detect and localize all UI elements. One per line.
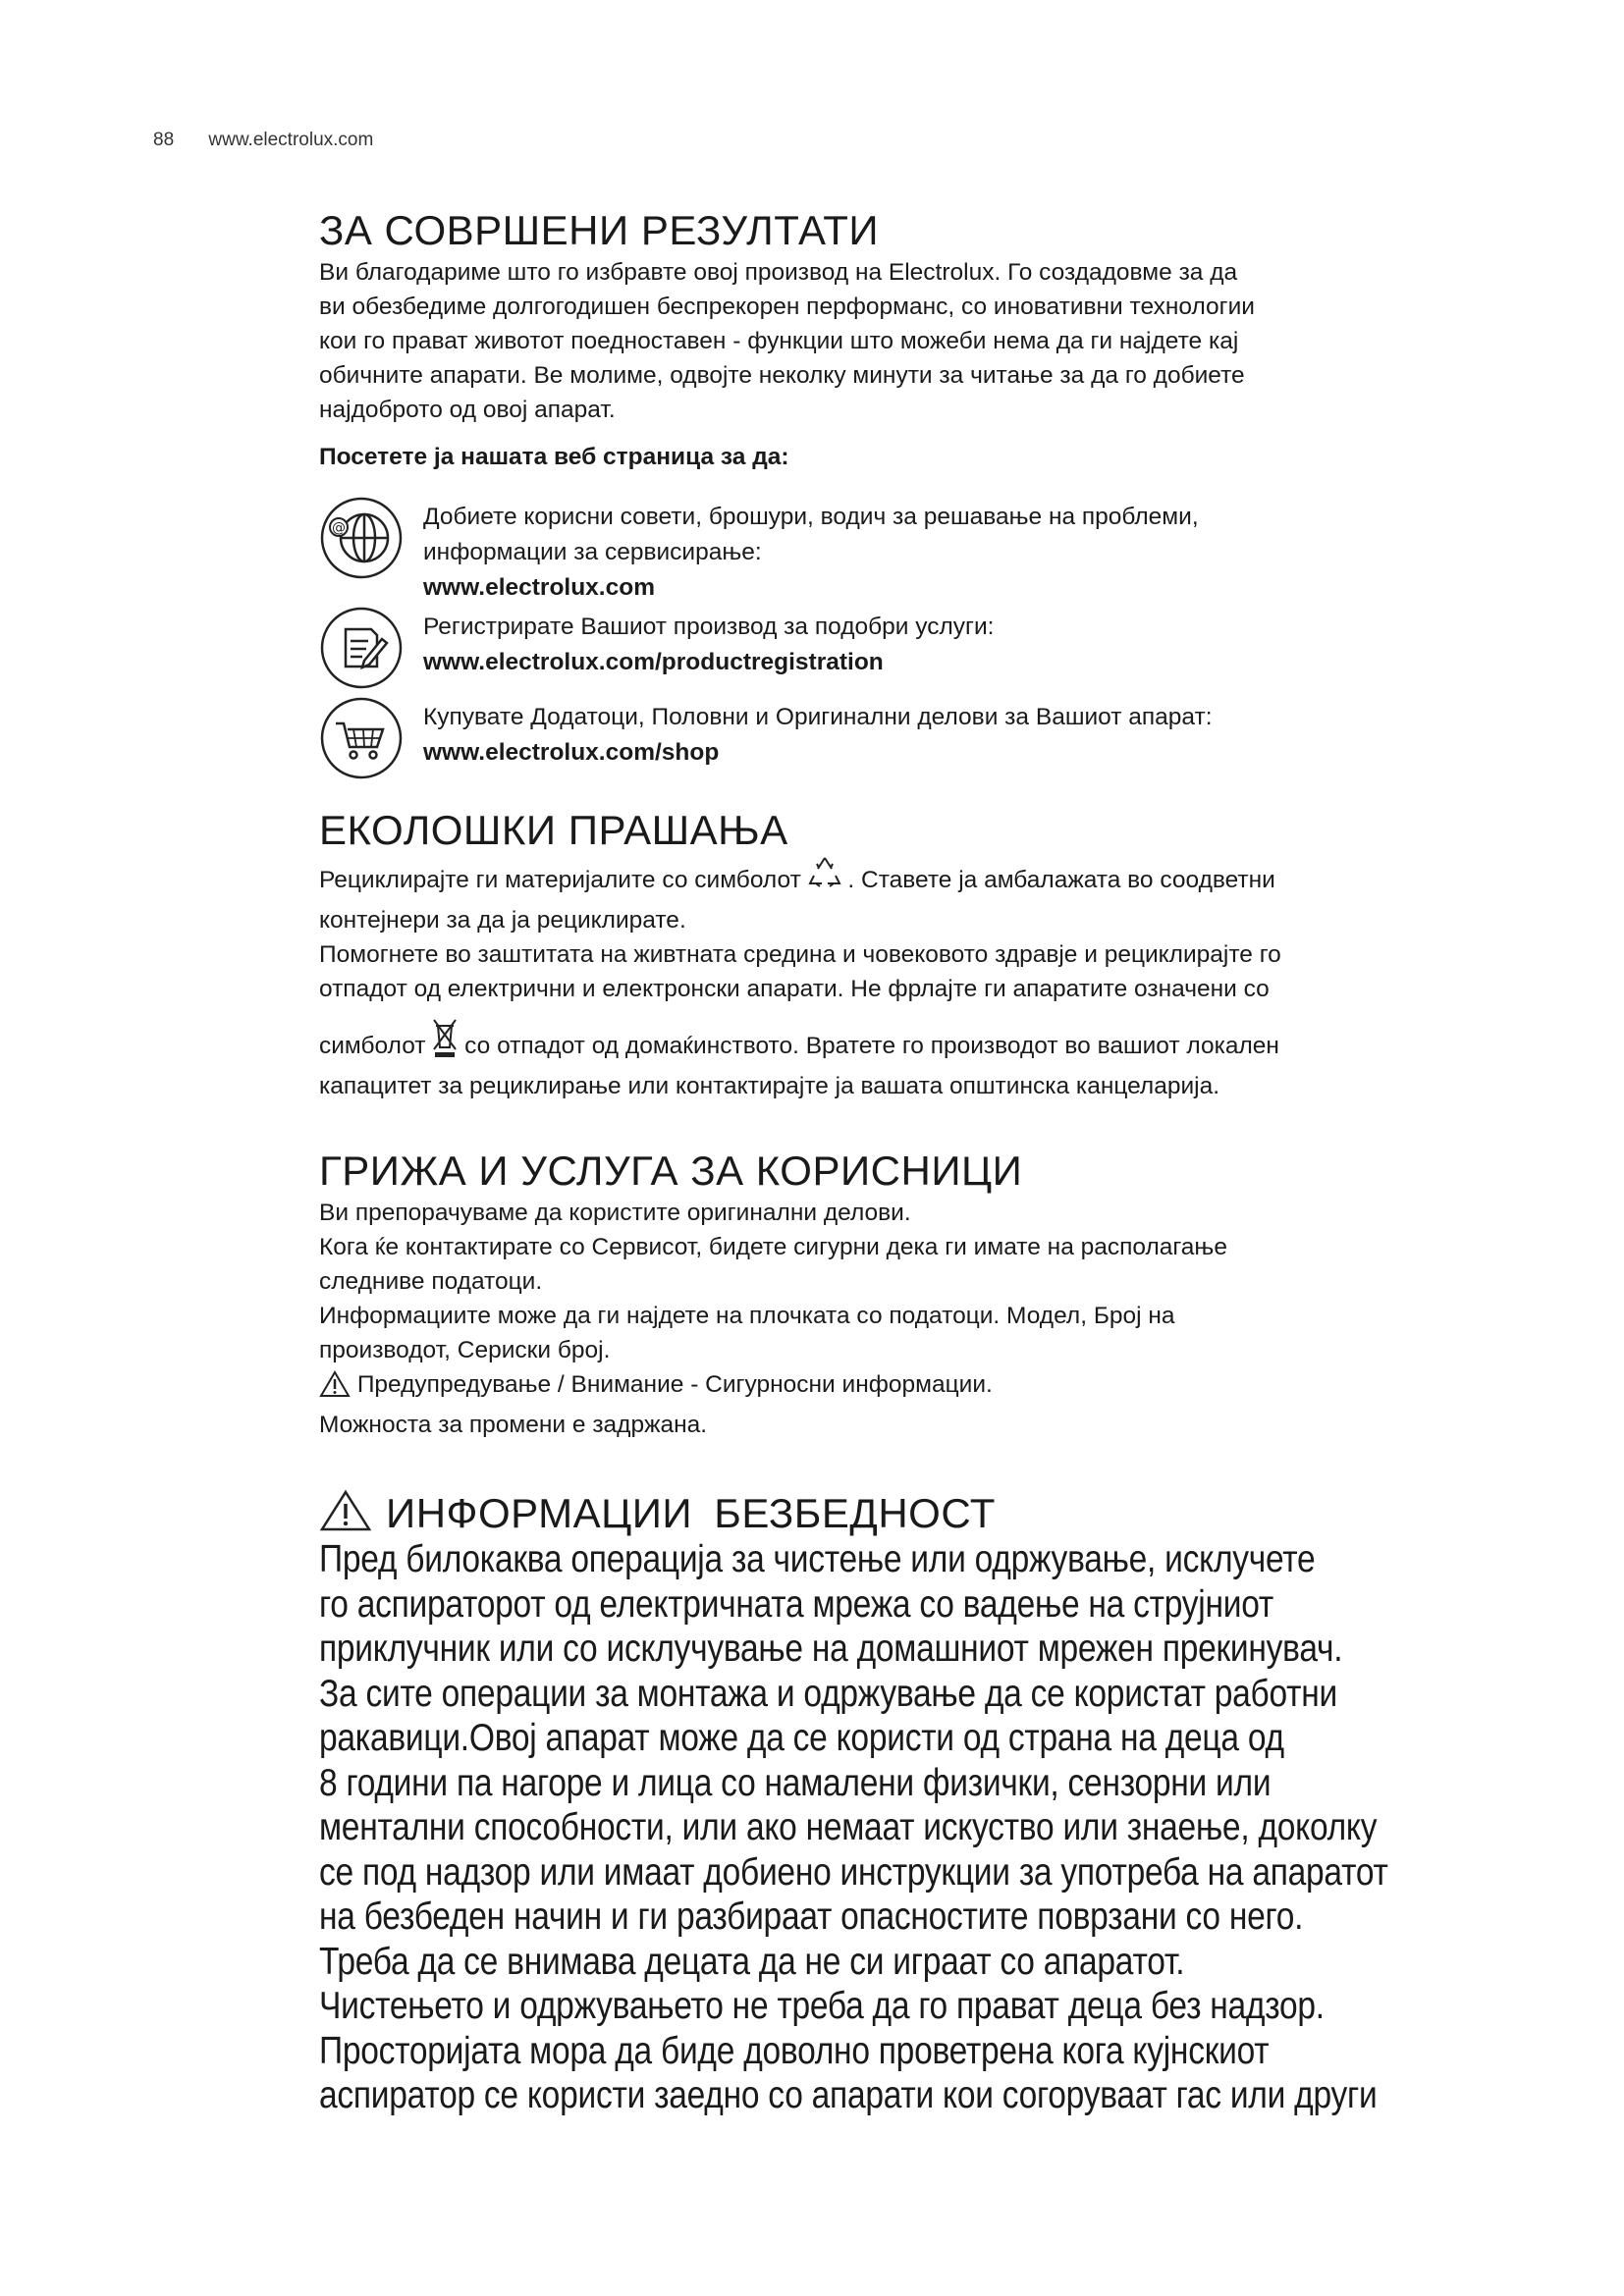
care-line: Кога ќе контактирате со Сервисот, бидете сигурни дека ги имате на располагање	[319, 1233, 1227, 1260]
environment-line: капацитет за рециклирање или контактирајте ја вашата општинска канцеларија.	[319, 1073, 1220, 1100]
shopping-cart-icon	[319, 696, 404, 780]
intro-line: Ви благодариме што го избравте овој производ на Electrolux. Го создадовме за да	[319, 258, 1238, 286]
safety-line: на безбеден начин и ги разбираат опасностите поврзани со него.	[319, 1896, 1304, 1939]
page-number: 88	[153, 130, 175, 150]
care-line: Информациите може да ги најдете на плочката со податоци. Модел, Број на	[319, 1302, 1175, 1329]
website-item-line: Добиете корисни совети, брошури, водич за решавање на проблеми,	[423, 503, 1199, 530]
safety-warning-icon	[319, 1489, 372, 1537]
safety-line: За сите операции за монтажа и одржување да се користат работни	[319, 1672, 1337, 1715]
product-registration-link[interactable]: www.electrolux.com/productregistration	[423, 648, 884, 675]
intro-line: кои го прават животот поедноставен - функции што можеби нема да ги најдете кај	[319, 327, 1239, 354]
safety-line: ментални способности, или ако немаат искуство или знаење, доколку	[319, 1806, 1378, 1849]
website-item	[319, 496, 1556, 606]
environment-text: симболот	[319, 1033, 426, 1060]
register-item-text	[423, 606, 994, 680]
care-paragraph	[319, 1196, 1556, 1442]
care-warning-text: Предупредување / Внимание - Сигурносни информации.	[356, 1370, 993, 1398]
safety-line: Треба да се внимава децата да не си играат со апаратот.	[319, 1940, 1185, 1983]
environment-line	[319, 854, 1556, 903]
shop-item-text	[423, 696, 1213, 771]
safety-line: Чистењето и одржувањето не треба да го прават деца без надзор.	[319, 1985, 1325, 2028]
safety-line: ракавици.Овој апарат може да се користи од страна на деца од	[319, 1717, 1284, 1760]
safety-line: приклучник или со исклучување на домашниот мрежен прекинувач.	[319, 1628, 1343, 1671]
environment-line: контејнери за да ја рециклирате.	[319, 907, 686, 934]
safety-paragraph	[319, 1537, 1501, 2118]
safety-line: го аспираторот од електричната мрежа со вадење на струјниот	[319, 1582, 1273, 1626]
section-title-perfect-results: ЗА СОВРШЕНИ РЕЗУЛТАТИ	[319, 207, 880, 253]
section-title-safety: ИНФОРМАЦИИ БЕЗБЕДНОСТ	[386, 1489, 996, 1536]
shop-link[interactable]: www.electrolux.com/shop	[423, 738, 720, 766]
environment-paragraph	[319, 854, 1556, 1103]
safety-line: Пред билокаква операција за чистење или одржување, исклучете	[319, 1538, 1316, 1581]
environment-text: . Ставете ја амбалажата во соодветни	[847, 867, 1275, 894]
intro-paragraph	[319, 255, 1556, 427]
environment-text: Рециклирајте ги материјалите со симболот	[319, 867, 801, 894]
page-content	[319, 206, 1556, 2118]
safety-line: аспиратор се користи заедно со апарати кои согоруваат гас или други	[319, 2074, 1378, 2117]
care-warning-line	[319, 1367, 1556, 1408]
care-line: следниве податоци.	[319, 1267, 543, 1295]
shop-item-line: Купувате Додатоци, Половни и Оригинални делови за Вашиот апарат:	[423, 703, 1213, 730]
safety-line: се под надзор или имаат добиено инструкции за употреба на апаратот	[319, 1850, 1388, 1894]
warning-icon	[319, 1370, 351, 1408]
register-item	[319, 606, 1556, 690]
website-url: www.electrolux.com	[208, 130, 374, 150]
website-item-line: информации за сервисирање:	[423, 538, 762, 565]
svg-text:@: @	[332, 519, 346, 536]
website-link[interactable]: www.electrolux.com	[423, 573, 655, 601]
environment-line: Помогнете во заштитата на живтната средина и човековото здравје и рециклирајте го	[319, 941, 1281, 969]
care-line: Можноста за промени е задржана.	[319, 1411, 708, 1438]
environment-text: со отпадот од домаќинството. Вратете го производот во вашиот локален	[464, 1033, 1279, 1060]
visit-heading: Посетете ја нашата веб страница за да:	[319, 443, 789, 470]
care-line: Ви препорачуваме да користите оригинални делови.	[319, 1199, 911, 1226]
register-document-icon	[319, 606, 404, 690]
globe-at-icon	[319, 496, 404, 580]
shop-item	[319, 696, 1556, 780]
safety-line: Просторијата мора да биде доволно проветрена кога кујнскиот	[319, 2029, 1270, 2072]
website-item-text	[423, 496, 1199, 606]
intro-line: најдоброто од овој апарат.	[319, 396, 616, 423]
care-line: производот, Сериски број.	[319, 1336, 611, 1363]
section-title-customer-care: ГРИЖА И УСЛУГА ЗА КОРИСНИЦИ	[319, 1148, 1023, 1195]
intro-line: ви обезбедиме долгогодишен беспрекорен перформанс, со иновативни технологии	[319, 293, 1255, 320]
page-header	[153, 130, 373, 151]
register-item-line: Регистрирате Вашиот производ за подобри услуги:	[423, 613, 995, 640]
safety-title-row	[319, 1489, 1556, 1538]
environment-line	[319, 1016, 1556, 1069]
intro-line: обичните апарати. Ве молиме, одвојте неколку минути за читање за да го добиете	[319, 361, 1245, 389]
recycle-icon	[808, 854, 841, 903]
safety-line: 8 години па нагоре и лица со намалени физички, сензорни или	[319, 1761, 1272, 1804]
environment-line: отпадот од електрични и електронски апарати. Не фрлајте ги апаратите означени со	[319, 976, 1270, 1003]
crossed-bin-icon	[432, 1016, 458, 1069]
section-title-environment: ЕКОЛОШКИ ПРАШАЊА	[319, 806, 788, 853]
